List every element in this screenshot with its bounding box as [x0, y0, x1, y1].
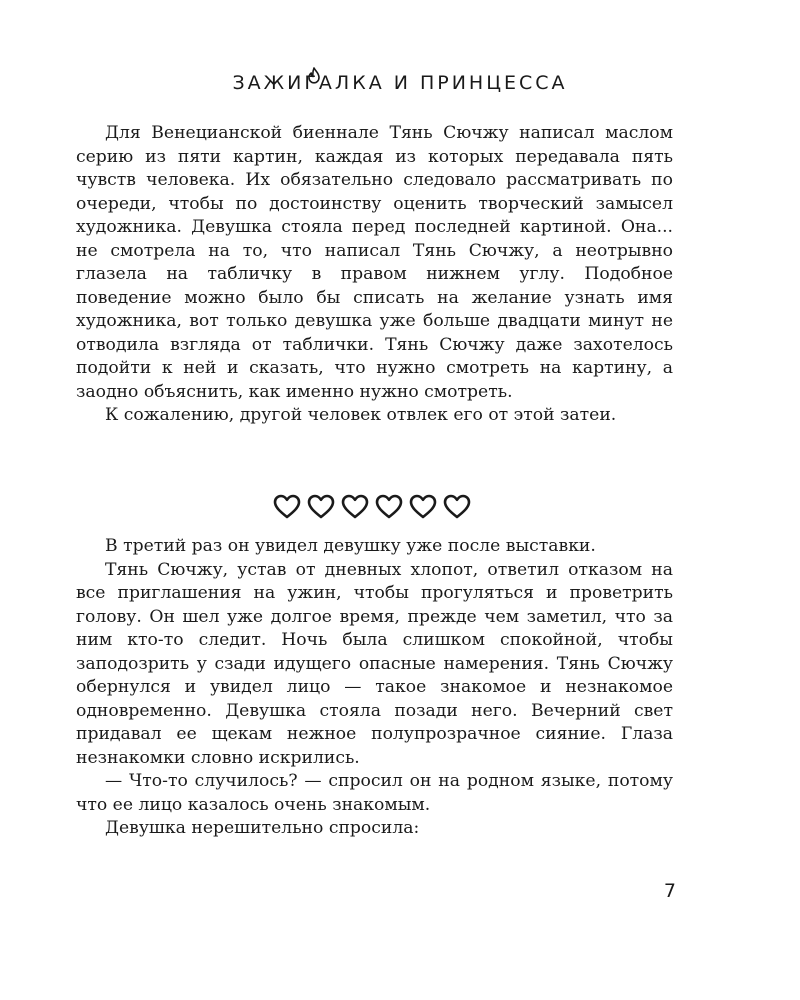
paragraph: — Что-то случилось? — спросил он на родном языке, потому что ее лицо казалось очень знакомым.	[76, 771, 673, 815]
paragraph: Для Венецианской биеннале Тянь Сючжу написал маслом серию из пяти картин, каждая из которых передавала пять чувств человека. Их обязательно следовало рассматривать по очереди, чтобы по достоинству оценить творческий замысел художника. Девушка стояла перед последней картиной. Она... не смотрела на то, что написал Тянь Сючжу, а неотрывно глазела на табличку в правом нижнем углу. Подобное поведение можно было бы списать на желание узнать имя художника, вот только девушка уже больше двадцати минут не отводила взгляда от таблички. Тянь Сючжу даже захотелось подойти к ней и сказать, что нужно смотреть на картину, а заодно объяснить, как именно нужно смотреть.	[76, 123, 673, 402]
section-divider	[272, 493, 477, 526]
paragraph: Тянь Сючжу, устав от дневных хлопот, ответил отказом на все приглашения на ужин, чтобы прогуляться и проветрить голову. Он шел уже долгое время, прежде чем заметил, что за ним кто-то следит. Ночь была слишком спокойной, чтобы заподозрить у сзади идущего опасные намерения. Тянь Сючжу обернулся и увидел лицо — такое знакомое и незнакомое одновременно. Девушка стояла позади него. Вечерний свет придавал ее щекам нежное полупрозрачное сияние. Глаза незнакомки словно искрились.	[76, 559, 673, 768]
heart-icon	[411, 496, 435, 517]
paragraph: Девушка нерешительно спросила:	[105, 818, 420, 838]
text-section-2	[76, 535, 673, 841]
text-section-1	[76, 122, 673, 428]
heart-icon	[445, 496, 469, 517]
paragraph: К сожалению, другой человек отвлек его от этой затеи.	[105, 405, 617, 425]
heart-icon	[309, 496, 333, 517]
heart-icon	[275, 496, 299, 517]
paragraph: В третий раз он увидел девушку уже после выставки.	[105, 536, 596, 556]
running-header: ЗАЖИГАЛКА И ПРИНЦЕССА	[232, 72, 568, 94]
heart-icon	[343, 496, 367, 517]
hearts-ornament	[272, 493, 477, 521]
page-number: 7	[663, 880, 676, 902]
heart-icon	[377, 496, 401, 517]
